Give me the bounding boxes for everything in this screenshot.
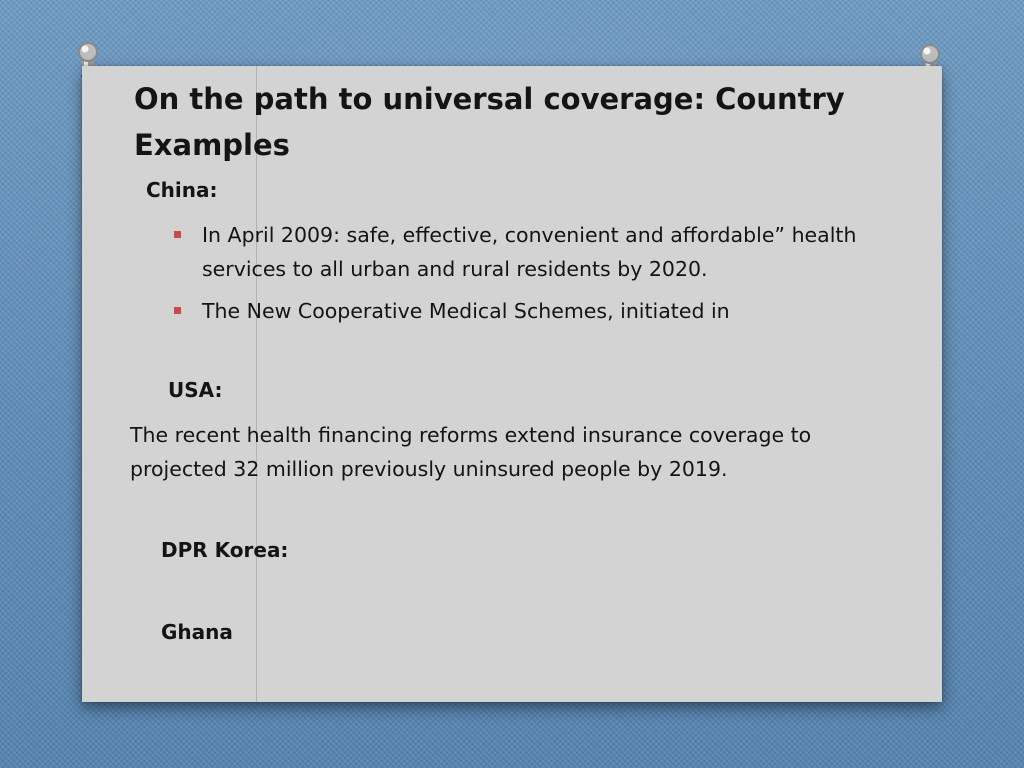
- usa-paragraph: The recent health financing reforms extend insurance coverage to projected 32 million previously uninsured people by 2019.: [130, 423, 812, 481]
- bullet-text: The New Cooperative Medical Schemes, initiated in: [202, 299, 730, 323]
- slide-title: On the path to universal coverage: Country Examples: [134, 82, 845, 162]
- china-bullet-list: [174, 218, 894, 336]
- square-bullet-icon: [174, 231, 181, 238]
- ghana-heading: Ghana: [161, 620, 233, 644]
- china-heading: China:: [146, 178, 218, 202]
- list-item: [174, 294, 894, 328]
- slide-card: [82, 66, 942, 702]
- bullet-text: In April 2009: safe, effective, convenient and affordable” health services to all urban and rural residents by 2020.: [202, 223, 857, 281]
- list-item: [174, 218, 894, 286]
- usa-heading: USA:: [168, 378, 223, 402]
- dprk-heading: DPR Korea:: [161, 538, 289, 562]
- square-bullet-icon: [174, 307, 181, 314]
